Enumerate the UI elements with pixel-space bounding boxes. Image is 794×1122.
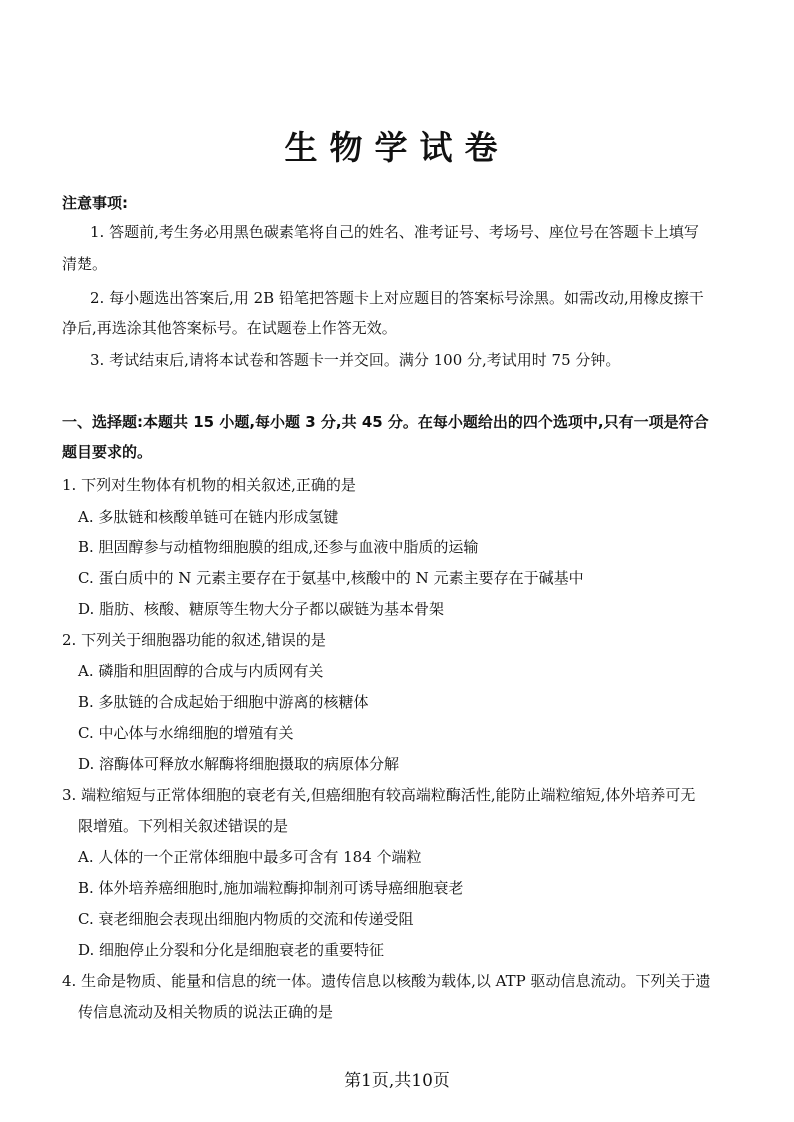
notice-item-2-line1: 2. 每小题选出答案后,用 2B 铅笔把答题卡上对应题目的答案标号涂黑。如需改动,用橡皮擦干 bbox=[90, 289, 704, 307]
question-3-stem-line1: 3. 端粒缩短与正常体细胞的衰老有关,但癌细胞有较高端粒酶活性,能防止端粒缩短,体外培养可无 bbox=[62, 786, 696, 804]
question-1-stem: 1. 下列对生物体有机物的相关叙述,正确的是 bbox=[62, 476, 356, 494]
question-3-option-a: A. 人体的一个正常体细胞中最多可含有 184 个端粒 bbox=[78, 848, 422, 866]
question-1-option-b: B. 胆固醇参与动植物细胞膜的组成,还参与血液中脂质的运输 bbox=[78, 538, 479, 556]
question-2-option-a: A. 磷脂和胆固醇的合成与内质网有关 bbox=[78, 662, 324, 680]
notice-item-1-line2: 清楚。 bbox=[62, 255, 108, 273]
question-2-option-d: D. 溶酶体可释放水解酶将细胞摄取的病原体分解 bbox=[78, 755, 400, 773]
question-1-option-a: A. 多肽链和核酸单链可在链内形成氢键 bbox=[78, 508, 339, 526]
question-3-option-d: D. 细胞停止分裂和分化是细胞衰老的重要特征 bbox=[78, 941, 385, 959]
page-footer: 第1页,共10页 bbox=[344, 1071, 450, 1091]
question-4-stem-line1: 4. 生命是物质、能量和信息的统一体。遗传信息以核酸为载体,以 ATP 驱动信息流动。下列关于遗 bbox=[62, 972, 711, 990]
question-2-stem: 2. 下列关于细胞器功能的叙述,错误的是 bbox=[62, 631, 326, 649]
notice-heading: 注意事项: bbox=[62, 194, 128, 212]
question-2-option-c: C. 中心体与水绵细胞的增殖有关 bbox=[78, 724, 294, 742]
question-3-option-c: C. 衰老细胞会表现出细胞内物质的交流和传递受阻 bbox=[78, 910, 414, 928]
question-1-option-d: D. 脂肪、核酸、糖原等生物大分子都以碳链为基本骨架 bbox=[78, 600, 445, 618]
page-title: 生物学试卷 bbox=[284, 128, 510, 167]
question-1-option-c: C. 蛋白质中的 N 元素主要存在于氨基中,核酸中的 N 元素主要存在于碱基中 bbox=[78, 569, 584, 587]
question-3-option-b: B. 体外培养癌细胞时,施加端粒酶抑制剂可诱导癌细胞衰老 bbox=[78, 879, 464, 897]
notice-item-2-line2: 净后,再选涂其他答案标号。在试题卷上作答无效。 bbox=[62, 319, 397, 337]
question-2-option-b: B. 多肽链的合成起始于细胞中游离的核糖体 bbox=[78, 693, 369, 711]
notice-item-1-line1: 1. 答题前,考生务必用黑色碳素笔将自己的姓名、准考证号、考场号、座位号在答题卡上填写 bbox=[90, 223, 699, 241]
question-4-stem-line2: 传信息流动及相关物质的说法正确的是 bbox=[78, 1003, 334, 1021]
notice-item-3-line1: 3. 考试结束后,请将本试卷和答题卡一并交回。满分 100 分,考试用时 75 分钟。 bbox=[90, 351, 621, 369]
question-3-stem-line2: 限增殖。下列相关叙述错误的是 bbox=[78, 817, 289, 835]
section-heading-line1: 一、选择题:本题共 15 小题,每小题 3 分,共 45 分。在每小题给出的四个选项中,只有一项是符合 bbox=[62, 413, 709, 431]
section-heading-line2: 题目要求的。 bbox=[62, 443, 153, 461]
